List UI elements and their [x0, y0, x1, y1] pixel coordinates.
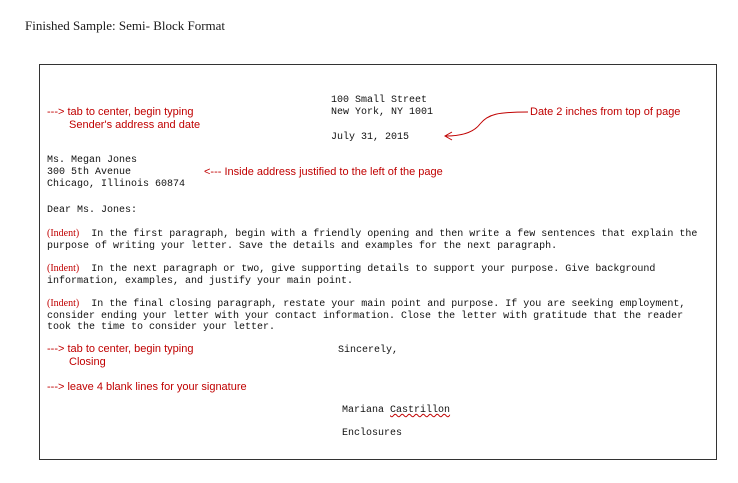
note-inside-address: <--- Inside address justified to the left of the page [204, 166, 443, 178]
note-sender-address-date: Sender's address and date [69, 119, 201, 131]
page-heading: Finished Sample: Semi- Block Format [25, 18, 226, 33]
indent-label: (Indent) [47, 228, 80, 239]
paragraph-2-text: In the next paragraph or two, give supporting details to support your purpose. Give background information, examples, and justify your main point. [47, 264, 656, 287]
paragraph-1 [47, 228, 707, 252]
paragraph-1-text: In the first paragraph, begin with a friendly opening and then write a few sentences that explain the purpose of writing your letter. Save the details and examples for the next paragraph. [47, 229, 698, 252]
note-closing: Closing [69, 356, 106, 368]
salutation: Dear Ms. Jones: [47, 205, 138, 216]
letter-date: July 31, 2015 [331, 132, 410, 143]
paragraph-3-text: In the final closing paragraph, restate your main point and purpose. If you are seeking employment, consider ending your letter with your contact information. Close the letter with gratitude that the reader took the time to consider your letter. [47, 299, 686, 333]
indent-label: (Indent) [47, 263, 80, 274]
note-tab-center: ---> tab to center, begin typing [47, 106, 194, 118]
sender-address-line2: New York, NY 1001 [331, 107, 434, 118]
inside-address-line2: 300 5th Avenue [47, 167, 132, 178]
note-date-position: Date 2 inches from top of page [530, 106, 681, 118]
paragraph-3 [47, 298, 707, 334]
note-signature-lines: ---> leave 4 blank lines for your signature [47, 381, 247, 393]
signature-last-name: Castrillon [390, 405, 451, 416]
inside-address-line3: Chicago, Illinois 60874 [47, 179, 186, 190]
closing: Sincerely, [338, 345, 399, 356]
signature-name [342, 405, 450, 417]
paragraph-2 [47, 263, 707, 287]
sender-address-line1: 100 Small Street [331, 95, 428, 106]
indent-label: (Indent) [47, 298, 80, 309]
signature-first-name: Mariana [342, 405, 385, 416]
note-closing-tab: ---> tab to center, begin typing [47, 343, 194, 355]
inside-address-line1: Ms. Megan Jones [47, 155, 138, 166]
curved-arrow-icon [438, 108, 530, 142]
enclosures: Enclosures [342, 428, 403, 439]
